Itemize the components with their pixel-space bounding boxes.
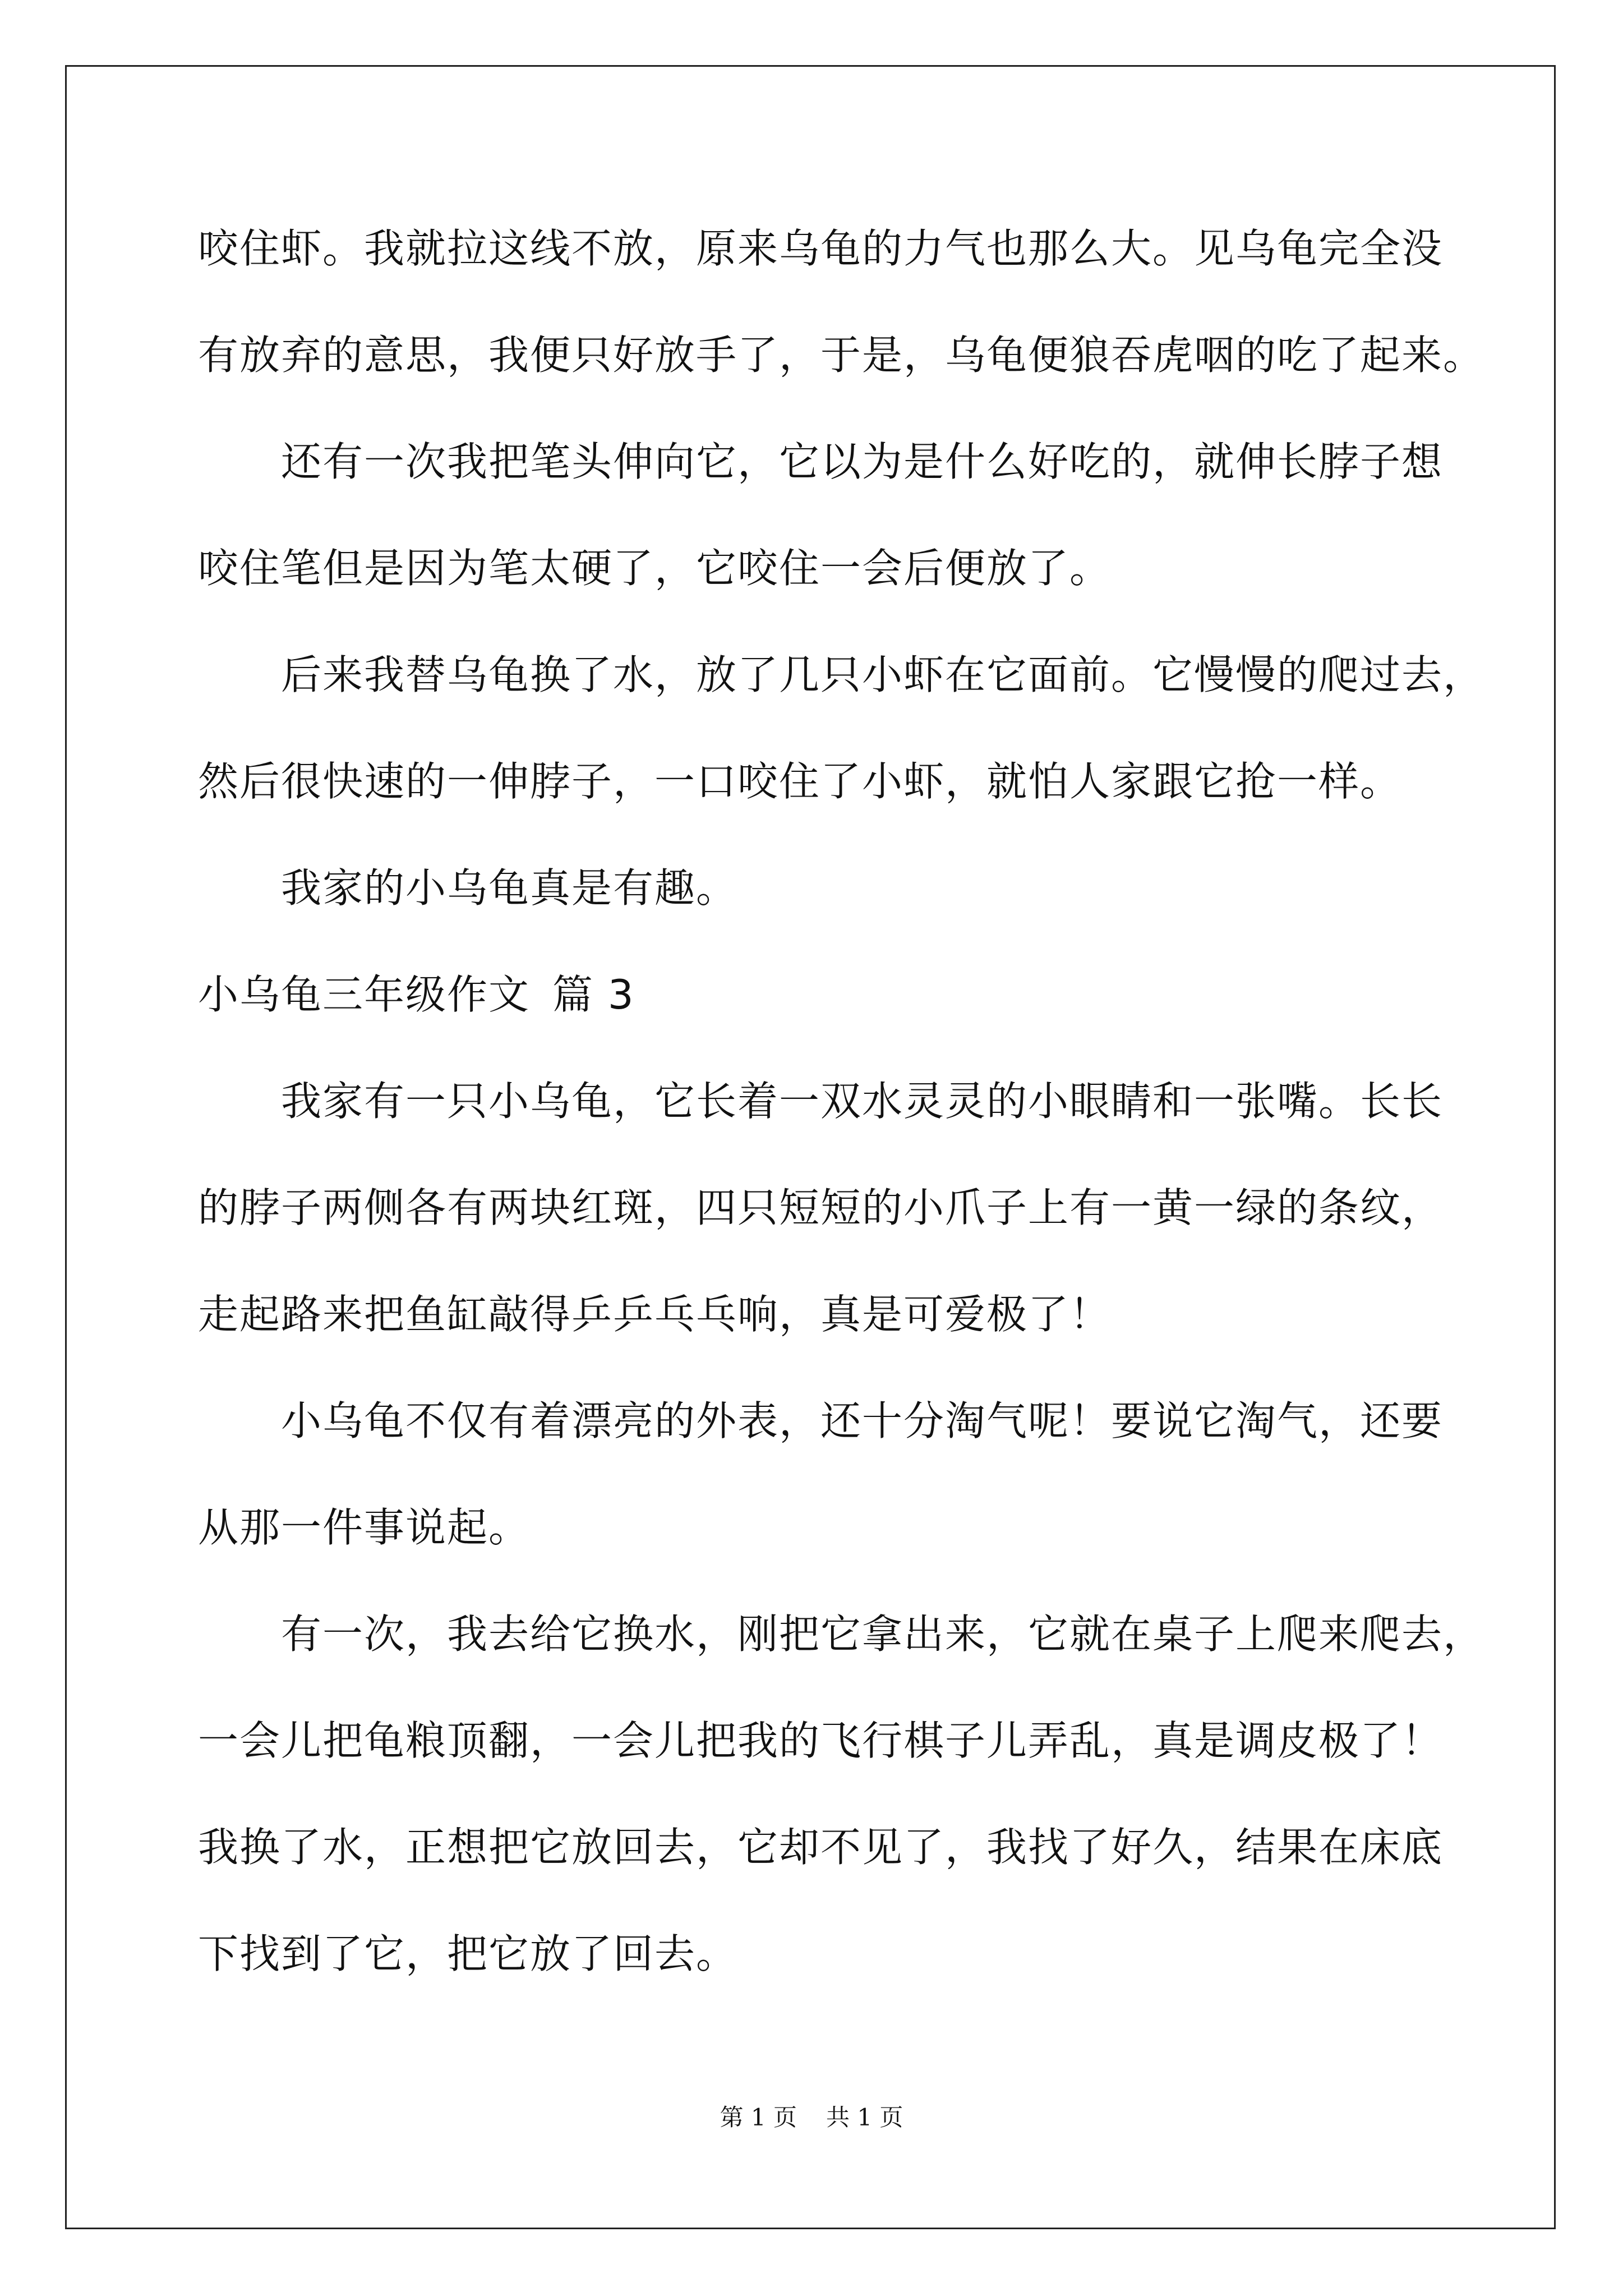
text-line: 咬住笔但是因为笔太硬了，它咬住一会后便放了。 xyxy=(198,545,1112,592)
page-number: 第 1 页 xyxy=(720,2104,797,2131)
text-line: 然后很快速的一伸脖子，一口咬住了小虾，就怕人家跟它抢一样。 xyxy=(198,758,1402,805)
text-line: 后来我替乌龟换了水，放了几只小虾在它面前。它慢慢的爬过去， xyxy=(281,651,1485,698)
section-part-number: 篇 3 xyxy=(552,971,635,1018)
page-footer xyxy=(0,2101,1623,2134)
text-line: 的脖子两侧各有两块红斑，四只短短的小爪子上有一黄一绿的条纹， xyxy=(198,1184,1444,1231)
text-line: 小乌龟不仅有着漂亮的外表，还十分淘气呢！要说它淘气，还要 xyxy=(281,1397,1444,1444)
text-line: 下找到了它，把它放了回去。 xyxy=(198,1930,738,1977)
text-line: 我家的小乌龟真是有趣。 xyxy=(281,864,738,912)
text-line: 走起路来把鱼缸敲得乒乒乓乓响，真是可爱极了！ xyxy=(198,1291,1112,1338)
text-line: 我换了水，正想把它放回去，它却不见了，我找了好久，结果在床底 xyxy=(198,1824,1444,1871)
document-body xyxy=(198,221,1485,2033)
section-title: 小乌龟三年级作文 xyxy=(198,971,531,1018)
text-line: 咬住虾。我就拉这线不放，原来乌龟的力气也那么大。见乌龟完全没 xyxy=(198,225,1444,272)
section-heading xyxy=(198,967,1429,1074)
text-line: 还有一次我把笔头伸向它，它以为是什么好吃的，就伸长脖子想 xyxy=(281,438,1444,485)
text-line: 我家有一只小乌龟，它长着一双水灵灵的小眼睛和一张嘴。长长 xyxy=(281,1078,1444,1125)
text-line: 有放弃的意思，我便只好放手了，于是，乌龟便狼吞虎咽的吃了起来。 xyxy=(198,332,1485,379)
text-line: 一会儿把龟粮顶翻，一会儿把我的飞行棋子儿弄乱，真是调皮极了！ xyxy=(198,1717,1444,1764)
text-line: 有一次，我去给它换水，刚把它拿出来，它就在桌子上爬来爬去， xyxy=(281,1611,1485,1658)
page-total: 共 1 页 xyxy=(826,2104,903,2131)
text-line: 从那一件事说起。 xyxy=(198,1504,531,1551)
